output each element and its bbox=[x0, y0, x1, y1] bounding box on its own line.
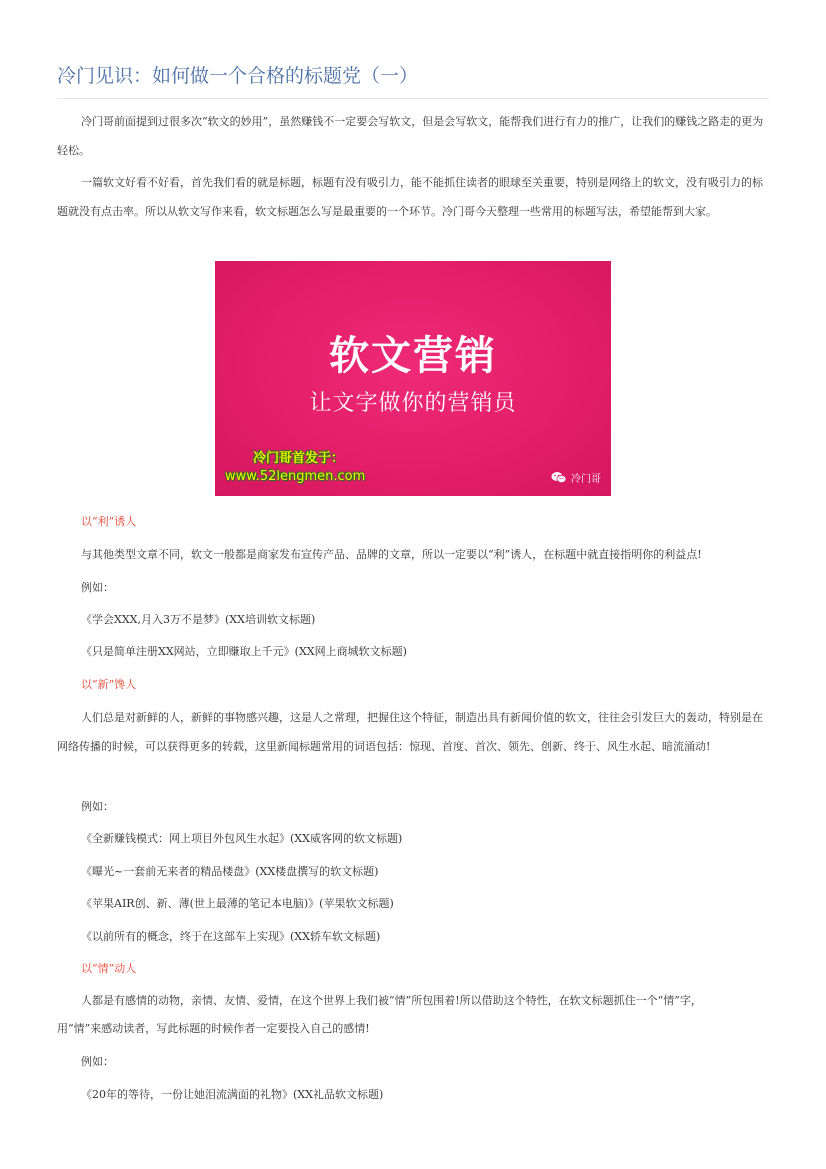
section-xin-body: 人们总是对新鲜的人，新鲜的事物感兴趣，这是人之常理，把握住这个特征，制造出具有新闻价值的软文，往往会引发巨大的轰动，特别是在网络传播的时候，可以获得更多的转载，这里新闻标题常用的词语包括：惊现、首度、首次、领先、创新、终于、风生水起、暗流涌动! bbox=[57, 711, 763, 753]
section-heading-xin: 以“新”馋人 bbox=[81, 678, 137, 691]
section-qing-example-label: 例如： bbox=[81, 1055, 114, 1068]
banner-wechat-label: 冷门哥 bbox=[571, 474, 601, 485]
banner-sub-text: 让文字做你的营销员 bbox=[309, 391, 517, 416]
banner-image bbox=[215, 261, 611, 496]
banner-watermark-url: www.52lengmen.com bbox=[225, 469, 366, 484]
title-divider bbox=[57, 98, 769, 99]
section-xin-example-3: 《苹果AIR创、新、薄(世上最薄的笔记本电脑)》(苹果软文标题) bbox=[81, 897, 394, 910]
article-title: 冷门见识：如何做一个合格的标题党（一） bbox=[57, 65, 419, 87]
wechat-icon bbox=[551, 471, 567, 484]
intro-paragraph-2: 一篇软文好看不好看，首先我们看的就是标题，标题有没有吸引力，能不能抓住读者的眼球至关重要，特别是网络上的软文，没有吸引力的标题就没有点击率。所以从软文写作来看，软文标题怎么写是最重要的一个环节。冷门哥今天整理一些常用的标题写法，希望能帮到大家。 bbox=[57, 176, 763, 218]
section-li-example-1: 《学会XXX,月入3万不是梦》(XX培训软文标题) bbox=[81, 613, 316, 626]
section-heading-qing: 以“情”动人 bbox=[81, 962, 137, 975]
section-qing-body-line-2: 用“情”来感动读者，写此标题的时候作者一定要投入自己的感情! bbox=[57, 1022, 370, 1035]
banner-wechat-mark bbox=[551, 470, 601, 485]
banner-main-text: 软文营销 bbox=[329, 333, 497, 379]
section-xin-example-2: 《曝光~一套前无来者的精品楼盘》(XX楼盘撰写的软文标题) bbox=[81, 865, 379, 878]
banner-watermark-text: 冷门哥首发于： bbox=[253, 451, 345, 466]
intro-paragraph-1: 冷门哥前面提到过很多次“软文的妙用”，虽然赚钱不一定要会写软文，但是会写软文，能帮我们进行有力的推广，让我们的赚钱之路走的更为轻松。 bbox=[57, 115, 764, 157]
section-li-body: 与其他类型文章不同，软文一般都是商家发布宣传产品、品牌的文章，所以一定要以“利”诱人，在标题中就直接指明你的利益点! bbox=[81, 548, 702, 561]
section-xin-example-4: 《以前所有的概念，终于在这部车上实现》(XX轿车软文标题) bbox=[81, 930, 381, 943]
section-qing-body-line-1: 人都是有感情的动物，亲情、友情、爱情，在这个世界上我们被“情”所包围着!所以借助这个特性，在软文标题抓住一个“情”字， bbox=[81, 994, 702, 1007]
section-heading-li: 以“利”诱人 bbox=[81, 515, 137, 528]
section-xin-example-1: 《全新赚钱模式：网上项目外包风生水起》(XX威客网的软文标题) bbox=[81, 832, 403, 845]
section-li-example-label: 例如： bbox=[81, 581, 114, 594]
section-li-example-2: 《只是简单注册XX网站，立即赚取上千元》(XX网上商城软文标题) bbox=[81, 645, 407, 658]
section-qing-example-1: 《20年的等待，一份让她泪流满面的礼物》(XX礼品软文标题) bbox=[81, 1088, 384, 1101]
section-xin-example-label: 例如： bbox=[81, 800, 114, 813]
